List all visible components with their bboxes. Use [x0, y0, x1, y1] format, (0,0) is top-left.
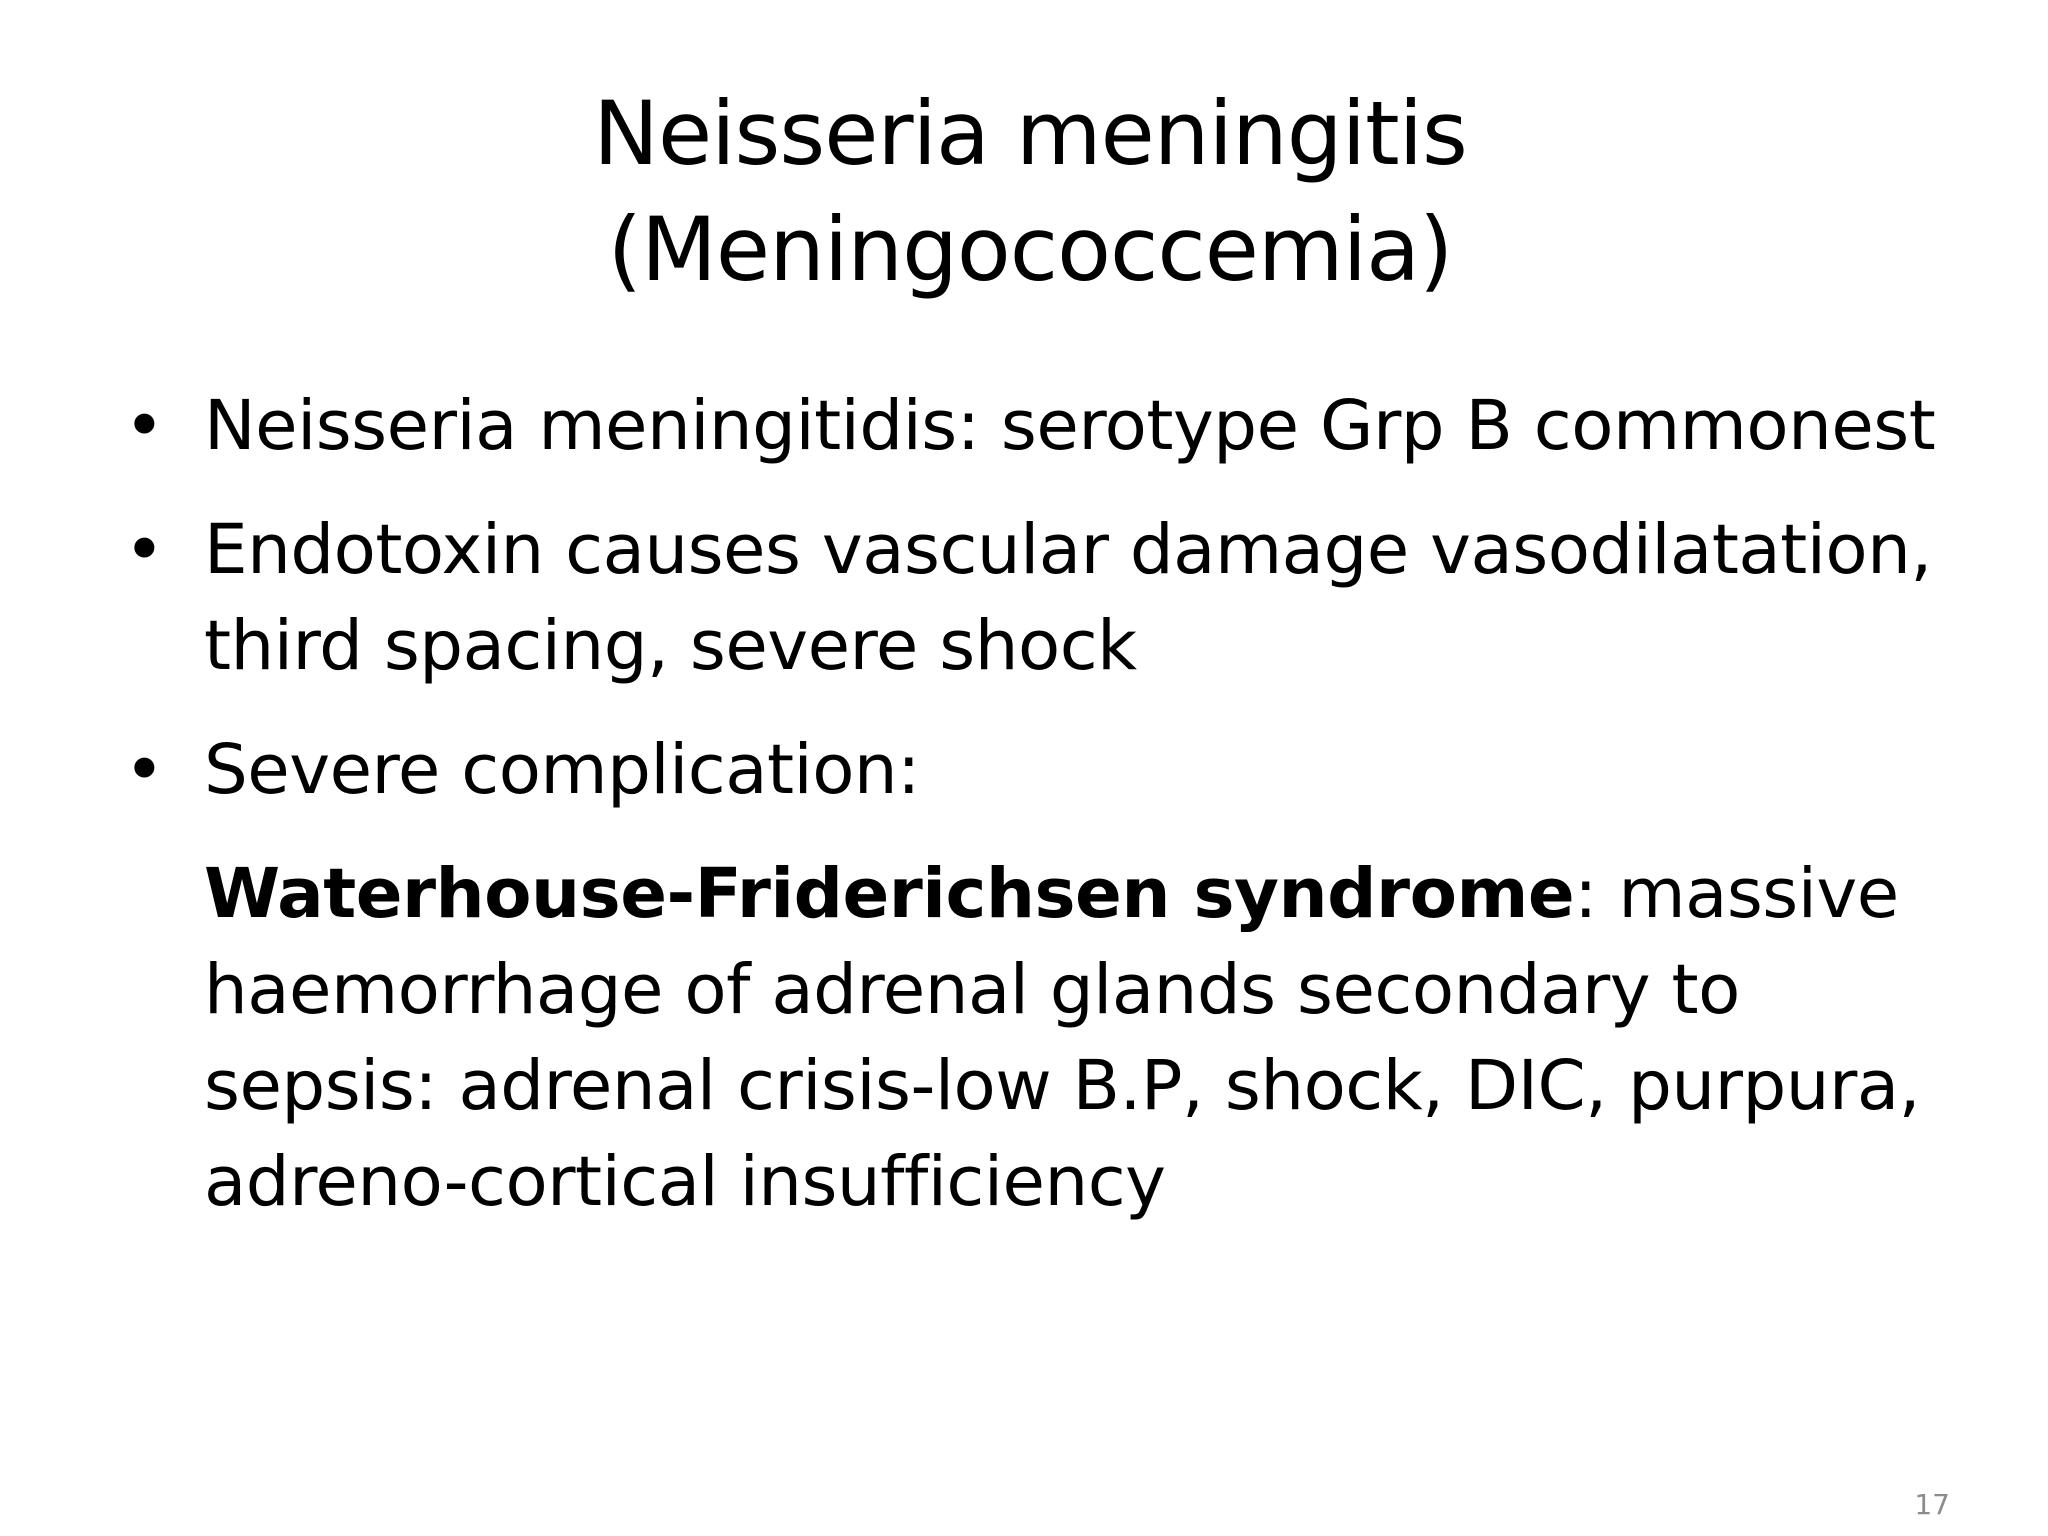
complication-term: Waterhouse-Friderichsen syndrome	[204, 854, 1575, 934]
bullet-item	[118, 722, 1978, 818]
bullet-text: Severe complication:	[204, 730, 920, 810]
bullet-marker: •	[124, 510, 165, 590]
title-line-1: Neisseria meningitis	[593, 82, 1467, 185]
slide-body	[118, 378, 1978, 1230]
complication-paragraph	[118, 846, 1978, 1230]
slide-title	[250, 76, 1810, 308]
bullet-item	[118, 378, 1978, 474]
bullet-item	[118, 502, 1978, 694]
bullet-marker: •	[124, 386, 165, 466]
title-line-2: (Meningococcemia)	[607, 198, 1453, 301]
bullet-text: Neisseria meningitidis: serotype Grp B commonest	[204, 386, 1936, 466]
bullet-marker: •	[124, 730, 165, 810]
bullet-text: Endotoxin causes vascular damage vasodilatation, third spacing, severe shock	[204, 510, 1932, 686]
page-number: 17	[1914, 1488, 1950, 1521]
complication-description: : massive haemorrhage of adrenal glands secondary to sepsis: adrenal crisis-low B.P, shock, DIC, purpura, adreno-cortical insufficiency	[204, 854, 1921, 1222]
